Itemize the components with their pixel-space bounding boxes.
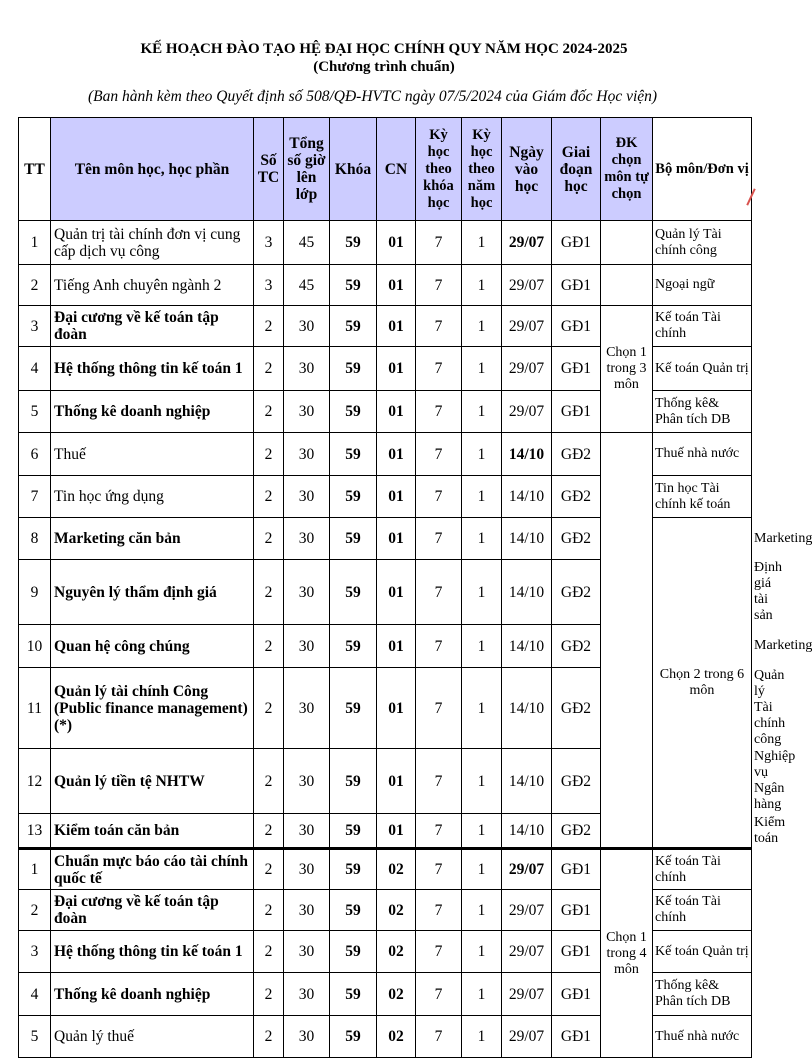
cell-major: 01 [377,668,416,749]
table-header-row [19,118,752,221]
col-header-department-label: Bộ môn/Đơn vị [655,160,749,177]
cell-term-by-year: 1 [462,265,502,306]
cell-start-date: 29/07 [502,347,552,391]
cell-course-name: Thống kê doanh nghiệp [51,391,254,433]
table-row [19,849,752,890]
cell-hours: 30 [284,306,330,347]
red-slash-mark [746,188,755,205]
cell-cohort: 59 [330,973,377,1016]
cell-department: Thuế nhà nước [653,1016,752,1058]
cell-term-by-year: 1 [462,973,502,1016]
cell-course-name: Hệ thống thông tin kế toán 1 [51,347,254,391]
cell-elective-condition [601,433,653,849]
cell-term-by-cohort: 7 [416,221,462,265]
cell-phase: GĐ2 [552,518,601,560]
cell-hours: 45 [284,265,330,306]
cell-credits: 2 [254,476,284,518]
cell-cohort: 59 [330,890,377,931]
cell-term-by-year: 1 [462,476,502,518]
table-row [19,221,752,265]
cell-tt: 13 [19,814,51,849]
cell-tt: 10 [19,625,51,668]
cell-cohort: 59 [330,433,377,476]
cell-department: Kế toán Tài chính [653,306,752,347]
cell-start-date: 29/07 [502,1016,552,1058]
cell-hours: 30 [284,668,330,749]
cell-tt: 5 [19,1016,51,1058]
cell-department: Ngoại ngữ [653,265,752,306]
col-header-major: CN [377,118,416,221]
cell-term-by-cohort: 7 [416,391,462,433]
cell-hours: 30 [284,391,330,433]
cell-tt: 6 [19,433,51,476]
cell-course-name: Marketing căn bản [51,518,254,560]
cell-term-by-cohort: 7 [416,560,462,625]
cell-start-date: 14/10 [502,476,552,518]
cell-phase: GĐ2 [552,433,601,476]
cell-credits: 3 [254,221,284,265]
cell-term-by-cohort: 7 [416,476,462,518]
cell-hours: 30 [284,749,330,814]
cell-major: 01 [377,433,416,476]
cell-term-by-year: 1 [462,221,502,265]
cell-credits: 3 [254,265,284,306]
cell-phase: GĐ2 [552,625,601,668]
cell-hours: 30 [284,476,330,518]
cell-term-by-year: 1 [462,391,502,433]
cell-phase: GĐ1 [552,931,601,973]
cell-course-name: Nguyên lý thẩm định giá [51,560,254,625]
cell-credits: 2 [254,391,284,433]
cell-major: 01 [377,749,416,814]
table-row [19,265,752,306]
cell-term-by-cohort: 7 [416,306,462,347]
cell-course-name: Quản lý tiền tệ NHTW [51,749,254,814]
cell-major: 01 [377,221,416,265]
cell-term-by-cohort: 7 [416,814,462,849]
cell-tt: 5 [19,391,51,433]
table-row: 9 Nguyên lý thẩm định giá 2 30 59 01 7 1 14/10 GĐ2 Định giá tài sản [19,560,752,625]
col-header-tt: TT [19,118,51,221]
col-header-credits: Số TC [254,118,284,221]
cell-elective-condition: Chọn 2 trong 6 môn [653,518,752,849]
cell-phase: GĐ1 [552,221,601,265]
cell-cohort: 59 [330,931,377,973]
cell-hours: 45 [284,221,330,265]
cell-department: Thống kê& Phân tích DB [653,391,752,433]
training-plan-table [18,117,812,1058]
cell-department: Kế toán Quản trị [653,931,752,973]
cell-hours: 30 [284,518,330,560]
cell-term-by-year: 1 [462,560,502,625]
cell-term-by-cohort: 7 [416,890,462,931]
cell-major: 02 [377,1016,416,1058]
cell-credits: 2 [254,668,284,749]
cell-start-date: 29/07 [502,973,552,1016]
cell-cohort: 59 [330,749,377,814]
cell-term-by-cohort: 7 [416,973,462,1016]
cell-major: 02 [377,849,416,890]
cell-term-by-year: 1 [462,931,502,973]
cell-term-by-year: 1 [462,433,502,476]
cell-phase: GĐ1 [552,1016,601,1058]
cell-tt: 8 [19,518,51,560]
col-header-cohort: Khóa [330,118,377,221]
cell-course-name: Thuế [51,433,254,476]
cell-phase: GĐ2 [552,560,601,625]
cell-hours: 30 [284,347,330,391]
table-body [19,221,812,1058]
cell-start-date: 29/07 [502,849,552,890]
cell-credits: 2 [254,560,284,625]
cell-phase: GĐ2 [552,814,601,849]
cell-phase: GĐ1 [552,265,601,306]
cell-start-date: 29/07 [502,391,552,433]
cell-start-date: 14/10 [502,814,552,849]
cell-term-by-year: 1 [462,347,502,391]
cell-major: 01 [377,347,416,391]
cell-tt: 9 [19,560,51,625]
cell-phase: GĐ1 [552,890,601,931]
cell-phase: GĐ1 [552,391,601,433]
cell-term-by-year: 1 [462,668,502,749]
cell-cohort: 59 [330,347,377,391]
cell-tt: 2 [19,890,51,931]
cell-cohort: 59 [330,391,377,433]
cell-credits: 2 [254,890,284,931]
cell-credits: 2 [254,518,284,560]
cell-start-date: 14/10 [502,749,552,814]
cell-major: 01 [377,814,416,849]
cell-major: 01 [377,625,416,668]
cell-tt: 7 [19,476,51,518]
cell-start-date: 14/10 [502,560,552,625]
cell-term-by-cohort: 7 [416,668,462,749]
cell-cohort: 59 [330,668,377,749]
cell-term-by-cohort: 7 [416,625,462,668]
cell-start-date: 29/07 [502,890,552,931]
cell-term-by-year: 1 [462,849,502,890]
cell-major: 01 [377,265,416,306]
cell-credits: 2 [254,347,284,391]
cell-term-by-cohort: 7 [416,749,462,814]
cell-credits: 2 [254,1016,284,1058]
table-row: 8 Marketing căn bản 2 30 59 01 7 1 14/10 GĐ2 Chọn 2 trong 6 môn Marketing [19,518,752,560]
cell-phase: GĐ2 [552,476,601,518]
cell-start-date: 14/10 [502,433,552,476]
cell-hours: 30 [284,931,330,973]
cell-start-date: 29/07 [502,931,552,973]
cell-credits: 2 [254,749,284,814]
cell-credits: 2 [254,625,284,668]
cell-hours: 30 [284,973,330,1016]
cell-start-date: 29/07 [502,221,552,265]
cell-department: Kế toán Tài chính [653,849,752,890]
cell-cohort: 59 [330,306,377,347]
cell-term-by-year: 1 [462,518,502,560]
cell-hours: 30 [284,890,330,931]
cell-credits: 2 [254,973,284,1016]
cell-hours: 30 [284,560,330,625]
cell-hours: 30 [284,849,330,890]
cell-term-by-cohort: 7 [416,433,462,476]
col-header-phase: Giai đoạn học [552,118,601,221]
table-row: 12 Quản lý tiền tệ NHTW 2 30 59 01 7 1 14/10 GĐ2 Nghiệp vụ Ngân hàng [19,749,752,814]
cell-cohort: 59 [330,476,377,518]
document-title: KẾ HOẠCH ĐÀO TẠO HỆ ĐẠI HỌC CHÍNH QUY NĂM HỌC 2024-2025 [140,41,628,57]
cell-phase: GĐ2 [552,668,601,749]
cell-phase: GĐ1 [552,347,601,391]
cell-major: 01 [377,476,416,518]
cell-cohort: 59 [330,1016,377,1058]
cell-department: Tin học Tài chính kế toán [653,476,752,518]
cell-term-by-cohort: 7 [416,265,462,306]
cell-hours: 30 [284,814,330,849]
cell-course-name: Tiếng Anh chuyên ngành 2 [51,265,254,306]
cell-department: Thống kê& Phân tích DB [653,973,752,1016]
cell-tt: 11 [19,668,51,749]
cell-elective-condition [601,265,653,306]
table-row: 11 Quản lý tài chính Công (Public finance management) (*) 2 30 59 01 7 1 14/10 GĐ2 Quản lý Tài chính công [19,668,752,749]
cell-start-date: 14/10 [502,518,552,560]
cell-tt: 4 [19,973,51,1016]
col-header-department [653,118,752,221]
cell-start-date: 29/07 [502,306,552,347]
cell-credits: 2 [254,849,284,890]
col-header-course-name: Tên môn học, học phần [51,118,254,221]
cell-start-date: 14/10 [502,668,552,749]
table-row: 13 Kiểm toán căn bản 2 30 59 01 7 1 14/10 GĐ2 Kiểm toán [19,814,752,849]
cell-term-by-cohort: 7 [416,518,462,560]
cell-course-name: Kiểm toán căn bản [51,814,254,849]
cell-tt: 1 [19,221,51,265]
cell-tt: 4 [19,347,51,391]
cell-course-name: Đại cương về kế toán tập đoàn [51,306,254,347]
cell-major: 01 [377,560,416,625]
cell-credits: 2 [254,433,284,476]
cell-term-by-year: 1 [462,814,502,849]
decree-note: (Ban hành kèm theo Quyết định số 508/QĐ-HVTC ngày 07/5/2024 của Giám đốc Học viện) [88,88,658,105]
cell-term-by-cohort: 7 [416,849,462,890]
cell-credits: 2 [254,814,284,849]
cell-cohort: 59 [330,560,377,625]
cell-start-date: 29/07 [502,265,552,306]
cell-major: 01 [377,391,416,433]
cell-cohort: 59 [330,814,377,849]
cell-cohort: 59 [330,221,377,265]
cell-department: Kế toán Tài chính [653,890,752,931]
cell-start-date: 14/10 [502,625,552,668]
cell-credits: 2 [254,931,284,973]
cell-hours: 30 [284,433,330,476]
cell-tt: 3 [19,931,51,973]
cell-term-by-cohort: 7 [416,347,462,391]
cell-term-by-year: 1 [462,1016,502,1058]
cell-credits: 2 [254,306,284,347]
cell-phase: GĐ2 [552,749,601,814]
cell-elective-condition: Chọn 1 trong 4 môn [601,849,653,1058]
cell-major: 01 [377,518,416,560]
cell-major: 02 [377,931,416,973]
cell-course-name: Đại cương về kế toán tập đoàn [51,890,254,931]
table-row [19,433,752,476]
cell-department: Thuế nhà nước [653,433,752,476]
cell-course-name: Quan hệ công chúng [51,625,254,668]
cell-major: 02 [377,890,416,931]
col-header-total-hours: Tổng số giờ lên lớp [284,118,330,221]
cell-term-by-year: 1 [462,749,502,814]
cell-term-by-cohort: 7 [416,1016,462,1058]
cell-course-name: Tin học ứng dụng [51,476,254,518]
cell-cohort: 59 [330,518,377,560]
cell-course-name: Quản lý thuế [51,1016,254,1058]
cell-major: 01 [377,306,416,347]
cell-cohort: 59 [330,265,377,306]
col-header-elective-condition: ĐK chọn môn tự chọn [601,118,653,221]
cell-course-name: Quản trị tài chính đơn vị cung cấp dịch vụ công [51,221,254,265]
cell-elective-condition: Chọn 1 trong 3 môn [601,306,653,433]
cell-term-by-year: 1 [462,890,502,931]
table-row: 10 Quan hệ công chúng 2 30 59 01 7 1 14/10 GĐ2 Marketing [19,625,752,668]
cell-term-by-year: 1 [462,625,502,668]
cell-major: 02 [377,973,416,1016]
cell-term-by-cohort: 7 [416,931,462,973]
cell-course-name: Hệ thống thông tin kế toán 1 [51,931,254,973]
cell-hours: 30 [284,625,330,668]
cell-cohort: 59 [330,625,377,668]
cell-tt: 1 [19,849,51,890]
col-header-term-by-cohort: Kỳ học theo khóa học [416,118,462,221]
cell-course-name: Thống kê doanh nghiệp [51,973,254,1016]
cell-department: Kế toán Quản trị [653,347,752,391]
cell-elective-condition [601,221,653,265]
cell-phase: GĐ1 [552,306,601,347]
cell-phase: GĐ1 [552,849,601,890]
col-header-term-by-year: Kỳ học theo năm học [462,118,502,221]
cell-department: Quản lý Tài chính công [653,221,752,265]
cell-course-name: Quản lý tài chính Công (Public finance management) (*) [51,668,254,749]
cell-tt: 3 [19,306,51,347]
col-header-start-date: Ngày vào học [502,118,552,221]
cell-tt: 12 [19,749,51,814]
document-subtitle: (Chương trình chuẩn) [313,59,455,75]
cell-hours: 30 [284,1016,330,1058]
cell-cohort: 59 [330,849,377,890]
cell-course-name: Chuẩn mực báo cáo tài chính quốc tế [51,849,254,890]
cell-term-by-year: 1 [462,306,502,347]
cell-tt: 2 [19,265,51,306]
cell-phase: GĐ1 [552,973,601,1016]
table-row [19,306,752,347]
